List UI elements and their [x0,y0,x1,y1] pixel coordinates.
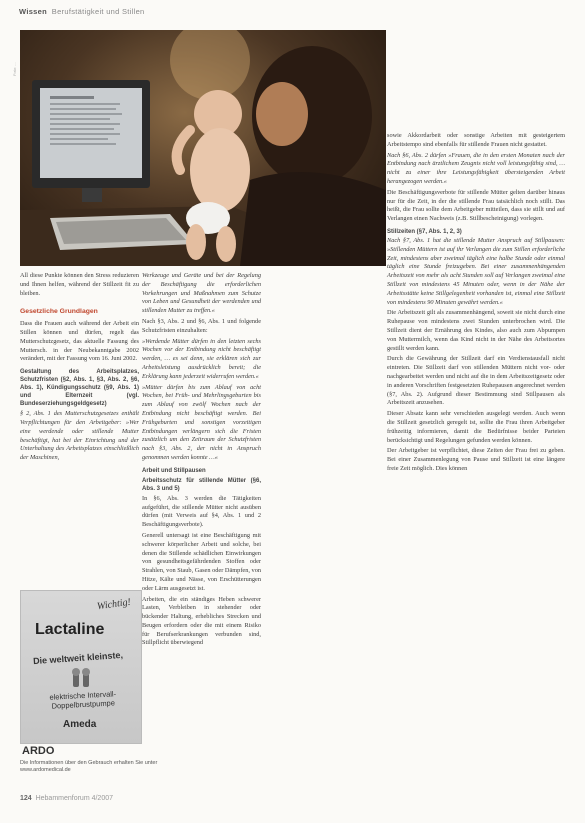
subheading: Stillzeiten (§7, Abs. 1, 2, 3) [387,228,462,235]
paragraph: Die Arbeitszeit gilt als zusammenhängend, soweit sie nicht durch eine Ruhepause von mindestens zwei Stunden unterbrochen wird. Die Stillzeit dient der Ernährung des Kindes, also auch zum Abpumpen von Muttermilch, wenn das Kind nicht in der Nähe des Arbeitsortes gestillt werden kann. [387,309,565,352]
section-title: Berufstätigkeit und Stillen [51,7,145,16]
publication-name: Hebammenforum 4/2007 [35,795,114,802]
column-3 [387,132,565,476]
paragraph: Nach §7, Abs. 1 hat die stillende Mutter Anspruch auf Stillpausen: »Stillenden Müttern ist auf ihr Verlangen die zum Stillen erforderliche Zeit, mindestens aber zweimal täglich eine halbe Stunde oder einmal täglich eine Stunde freizugeben. Bei einer zusammenhängenden Arbeitszeit von mehr als acht Stunden soll auf Verlangen zweimal eine Stillzeit von mindestens 45 Minuten oder, wenn in der Nähe der Arbeitsstätte keine Stillgelegenheit vorhanden ist, einmal eine Stillzeit von mindestens 90 Minuten gewährt werden.« [387,236,565,306]
paragraph: Dass die Frauen auch während der Arbeit ein Stillen können und dürfen, regelt das Mutterschutzgesetz, das aktuelle Fassung des Muttersch. in der Neubekanntgabe 2002 verändert, mit der Fassung vom 16. Juni 2002. [20,320,139,363]
section-heading: Gesetzliche Grundlagen [20,308,98,316]
paragraph: Dieser Absatz kann sehr verschieden ausgelegt werden. Auch wenn die Stillzeit gesetzlich geregelt ist, sollte die Frau ihren Arbeitgeber frühzeitig informieren, damit die Bedürfnisse beider Parteien berücksichtigt und Regelungen gefunden werden können. [387,410,565,444]
ad-product: elektrische Intervall-Doppelbrustpumpe [49,689,117,711]
advertisement [20,590,158,780]
photo-caption: All diese Punkte können den Stress reduzieren und Ihnen helfen, während der Stillzeit fit zu bleiben. [20,272,139,297]
subheading: Gestaltung des Arbeitsplatzes, Schutzfristen (§2, Abs. 1, §3, Abs. 2, §6, Abs. 1), Kündigungsschutz (§9, Abs. 1) und Elternzeit (vgl. Bundeserziehungsgeldgesetz) [20,369,139,408]
paragraph: sowie Akkordarbeit oder sonstige Arbeiten mit gesteigertem Arbeitstempo sind ebenfalls für stillende Frauen nicht gestattet. [387,132,565,148]
woman-face [256,82,308,146]
subheading: Arbeitsschutz für stillende Mütter (§6, Abs. 3 und 5) [142,477,261,492]
photo-illustration [20,30,386,266]
column-1 [20,272,139,465]
paragraph: Der Arbeitgeber ist verpflichtet, diese Zeiten der Frau frei zu geben. Bei einer Zusammenlegung von Pause und Stillzeit ist eine längere freie Zeit möglich. Dies können [387,447,565,472]
ad-image [20,590,142,744]
ad-brand: Lactaline [35,621,105,638]
paragraph: Generell untersagt ist eine Beschäftigung mit schwerer körperlicher Arbeit und solche, bei denen die Stillende schädlichen Einwirkungen von gesundheitsgefährdenden Stoffen oder Strahlen, von Staub, Gasen oder Dämpfen, von Hitze, Kälte und Nässe, von Erschütterungen oder Lärm ausgesetzt ist. [142,531,261,592]
paragraph: Arbeiten, die ein ständiges Heben schwerer Lasten, Verbleiben in stehender oder bückender Haltung, erhebliches Strecken und Beugen erfordern oder die mit einem Risiko für Berufserkrankungen verbunden sind, Stillpflicht überwiegend [142,595,261,647]
article-photo [20,30,386,266]
paragraph: In §6, Abs. 3 werden die Tätigkeiten aufgeführt, die stillende Mütter nicht ausüben dürfen (mit Verweis auf §4, Abs. 1 und 2 Beschäftigungsverbote). [142,494,261,529]
ad-info: Die Informationen über den Gebrauch erhalten Sie unter www.ardomedical.de [20,760,158,773]
ad-handwriting: Wichtig! [96,596,132,613]
ad-tagline: Die weltweit kleinste, [32,649,124,667]
baby-body [190,128,250,212]
paragraph: Nach §3, Abs. 2 und §6, Abs. 1 und folgende Schutzfristen einzuhalten: [142,317,261,334]
page-number: 124 [20,795,32,802]
paragraph: »Mütter dürfen bis zum Ablauf von acht Wochen, bei Früh- und Mehrlingsgeburten bis zum Ablauf von zwölf Wochen nach der Entbindung nicht beschäftigt werden. Bei Frühgeburten und sonstigen vorzeitigen Entbindungen verlängern sich die Fristen zusätzlich um den Zeitraum der Schutzfristen nach §3, Abs. 2, der nicht in Anspruch genommen werden konnte …« [142,383,261,461]
paragraph: Durch die Gewährung der Stillzeit darf ein Verdienstausfall nicht eintreten. Die Stillzeit darf von stillenden Müttern nicht vor- oder nachgearbeitet werden und nicht auf die in dem Arbeitszeitgesetz oder in anderen Vorschriften festgesetzten Ruhepausen angerechnet werden (§7, Abs. 2). Aufgrund dieser Bestimmung sind Stillpausen als Arbeitszeit anzusehen. [387,355,565,407]
paragraph: Nach §6, Abs. 2 dürfen »Frauen, die in den ersten Monaten nach der Entbindung nach ärztlichem Zeugnis nicht voll leistungsfähig sind, … nicht zu einer ihre Leistungsfähigkeit übersteigenden Arbeit herangezogen werden.« [387,151,565,185]
ad-model: Ameda [63,719,97,730]
page-header [19,7,145,16]
paragraph: Die Beschäftigungsverbote für stillende Mütter gelten darüber hinaus nur für die Zeit, in der die stillende Frau tatsächlich noch stillt. Das heißt, die Frau sollte dem Arbeitgeber mitteilen, dass sie stillt und auf Verlangen einen Nachweis (z.B. Stillbescheinigung) vorlegen. [387,188,565,223]
ad-company-logo: ARDO [22,745,55,757]
section-label: Wissen [19,7,47,16]
paragraph: »Werdende Mütter dürfen in den letzten sechs Wochen vor der Entbindung nicht beschäftigt werden, … es sei denn, sie erklären sich zur Arbeitsleistung ausdrücklich bereit; die Erklärung kann jederzeit widerrufen werden.« [142,337,261,380]
paragraph: Werkzeuge und Geräte und bei der Regelung der Beschäftigung die erforderlichen Vorkehrungen und Maßnahmen zum Schutze von Leben und Gesundheit der werdenden und stillenden Mutter zu treffen.« [142,272,261,315]
subheading: Arbeit und Stillpausen [142,467,206,474]
page-footer [20,795,113,802]
pump-icon [69,667,93,689]
column-2 [142,272,261,650]
paragraph: § 2, Abs. 1 des Mutterschutzgesetzes enthält Verpflichtungen für den Arbeitgeber: »Wer eine werdende oder stillende Mutter beschäftigt, hat bei der Einrichtung und der Unterhaltung des Arbeitsplatzes einschließlich der Maschinen, [20,410,139,462]
photo-credit: Foto: ... [12,62,17,76]
